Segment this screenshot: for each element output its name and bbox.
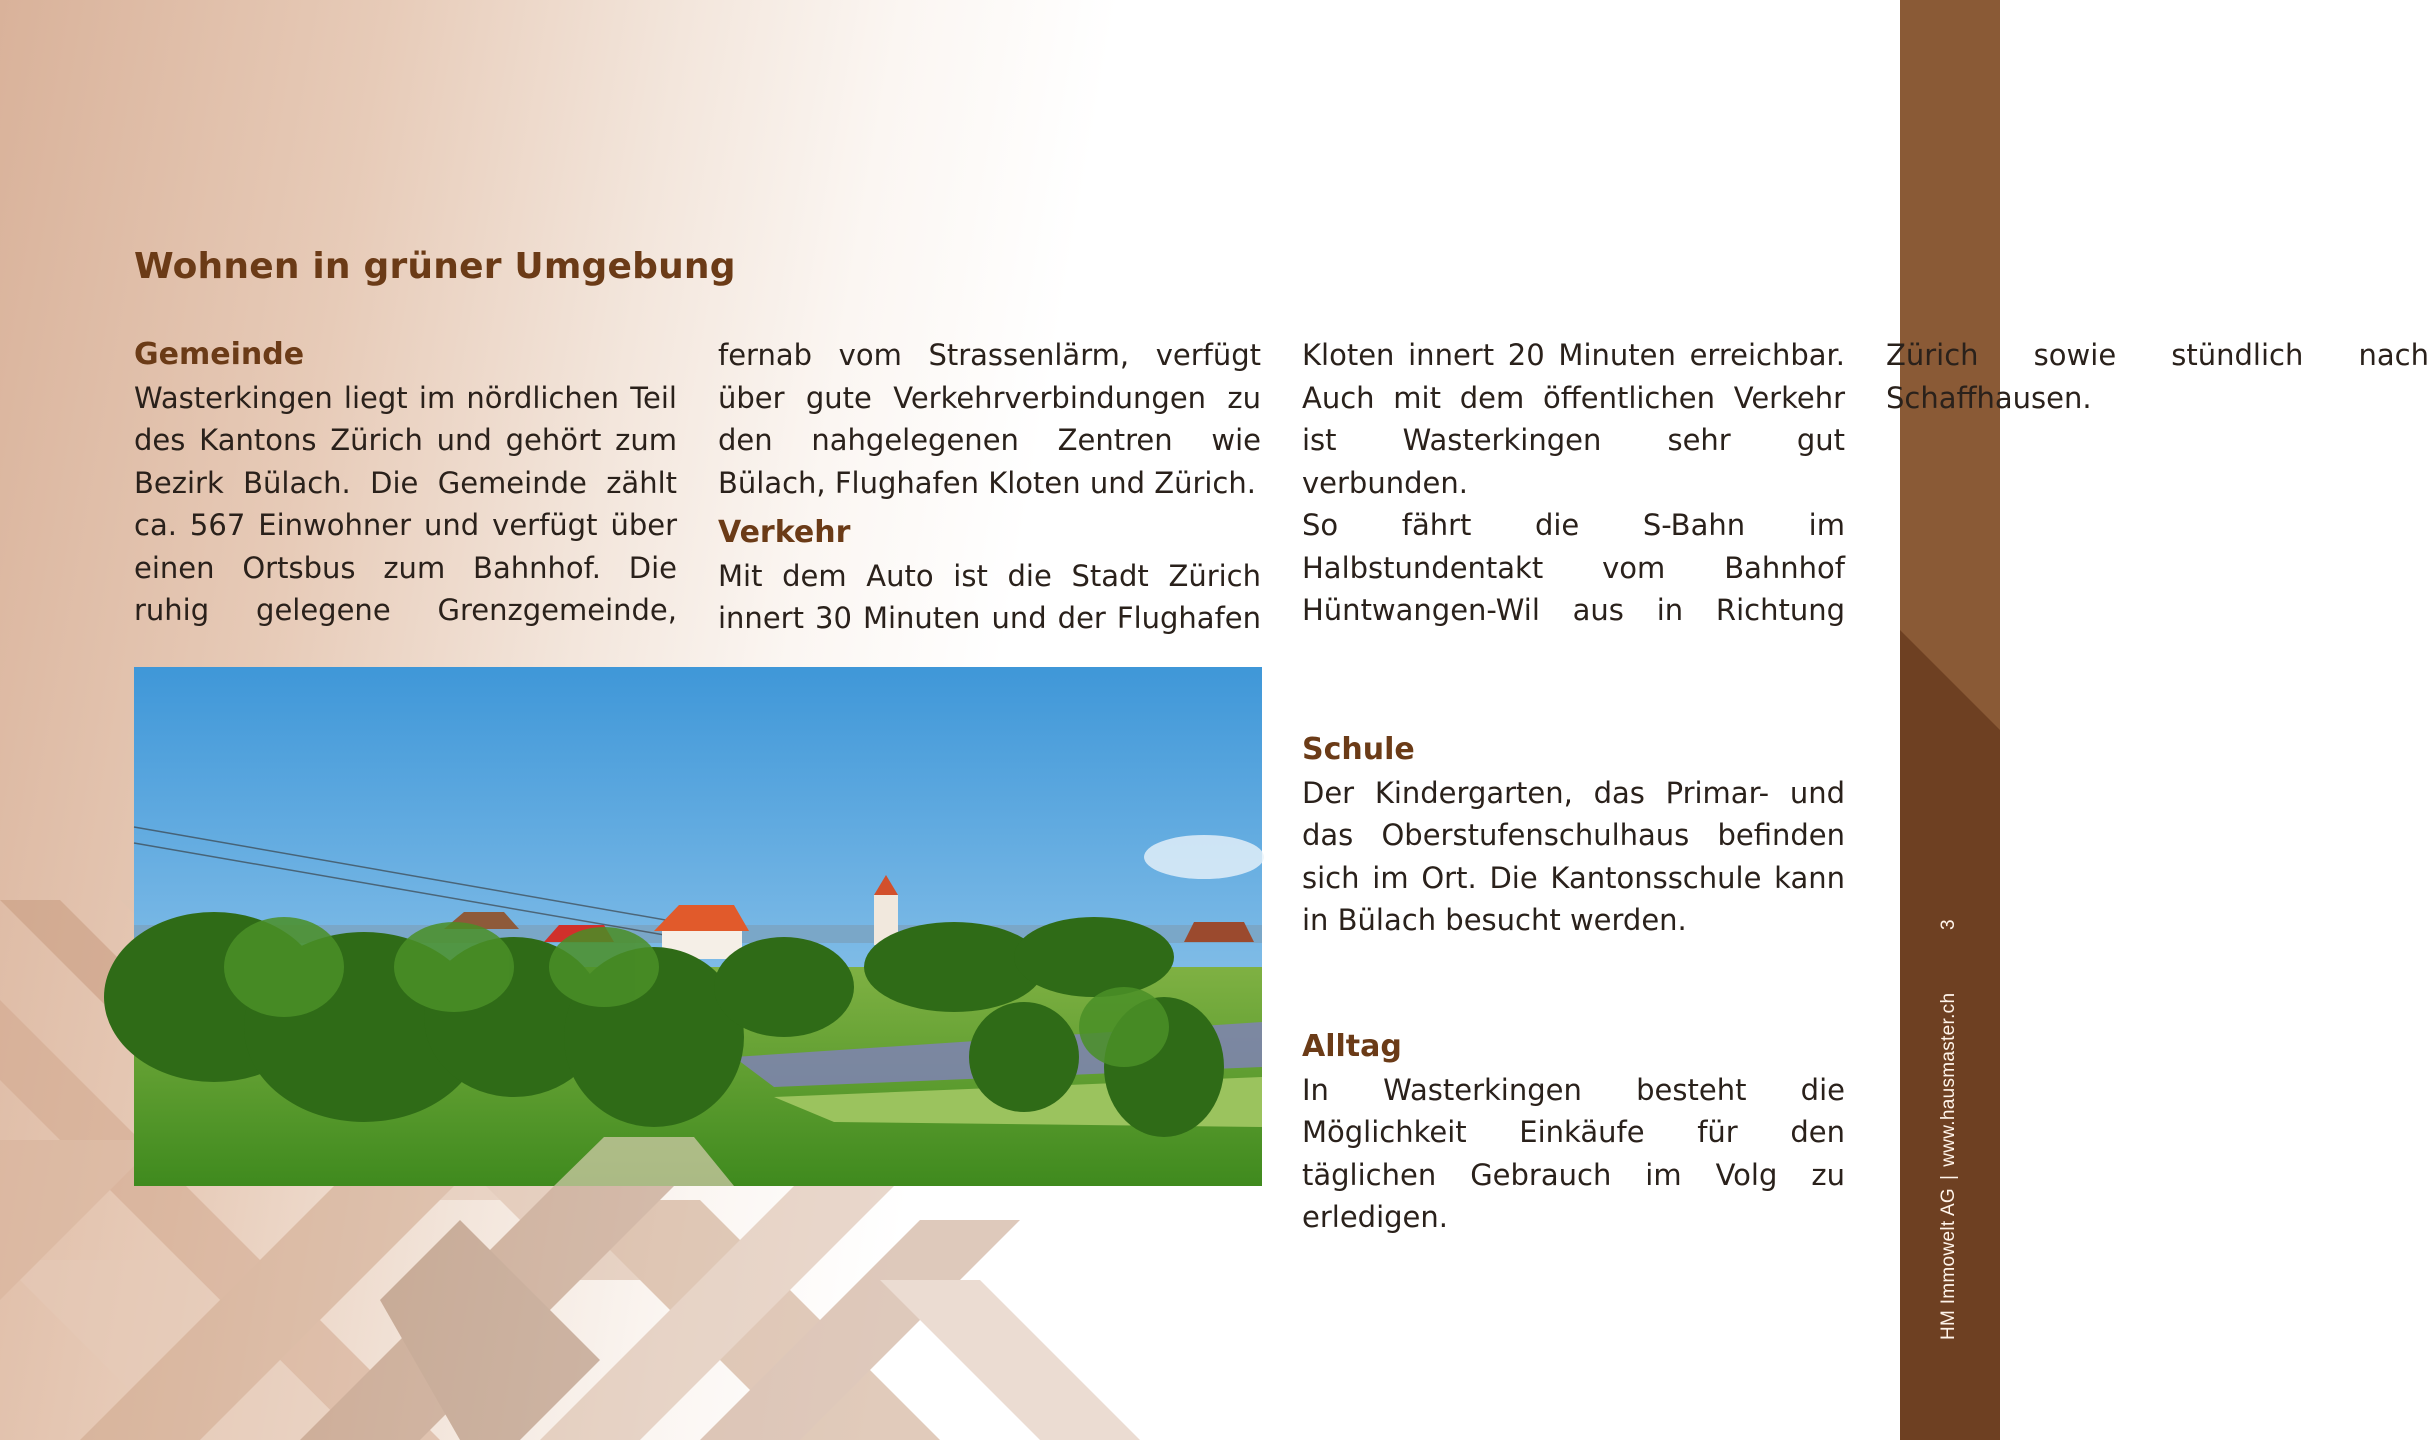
- imprint-separator: |: [1938, 1174, 1959, 1180]
- section-alltag: [1302, 1026, 1845, 1239]
- section-text-alltag: In Wasterkingen besteht die Möglichkeit Einkäufe für den täglichen Gebrauch im Volg zu erledigen.: [1302, 1072, 1845, 1234]
- village-landscape-photo: [134, 667, 1262, 1186]
- page-number: 3: [1938, 919, 1959, 930]
- footer-imprint: [1938, 993, 1960, 1340]
- website-link[interactable]: www.hausmaster.ch: [1938, 992, 1959, 1167]
- page-title: Wohnen in grüner Umgebung: [134, 246, 736, 287]
- section-heading-verkehr: Verkehr: [718, 515, 851, 550]
- section-text-verkehr-rail: So fährt die S-Bahn im Halbstundentakt vom Bahnhof Hüntwangen-Wil aus in Richtung Zürich sowie stündlich nach Schaffhausen.: [1302, 338, 2429, 627]
- company-name: HM Immowelt AG: [1938, 1188, 1959, 1340]
- section-text-gemeinde: Wasterkingen liegt im nördlichen Teil des Kantons Zürich und gehört zum Bezirk Bülach. Die Gemeinde zählt ca. 567 Einwohner und verfügt über einen Ortsbus zum Bahnhof. Die ruhig gelegene Grenzgemeinde, fernab vom Strassenlärm, verfügt über gute Verkehrverbindungen zu den nahgelegenen Zentren wie Bülach, Flughafen Kloten und Zürich.: [134, 338, 1261, 627]
- section-schule: [1302, 729, 1845, 942]
- section-text-verkehr: Mit dem Auto ist die Stadt Zürich innert 30 Minuten und der Flughafen Kloten innert 20 Minuten erreichbar. Auch mit dem öffentlichen Verkehr ist Wasterkingen sehr gut verbunden.: [718, 338, 1845, 635]
- section-heading-schule: Schule: [1302, 732, 1415, 767]
- section-text-schule: Der Kindergarten, das Primar- und das Oberstufenschulhaus befinden sich im Ort. Die Kantonsschule kann in Bülach besucht werden.: [1302, 775, 1845, 937]
- section-heading-gemeinde: Gemeinde: [134, 337, 305, 372]
- article-columns: [134, 334, 2429, 650]
- section-heading-alltag: Alltag: [1302, 1029, 1402, 1064]
